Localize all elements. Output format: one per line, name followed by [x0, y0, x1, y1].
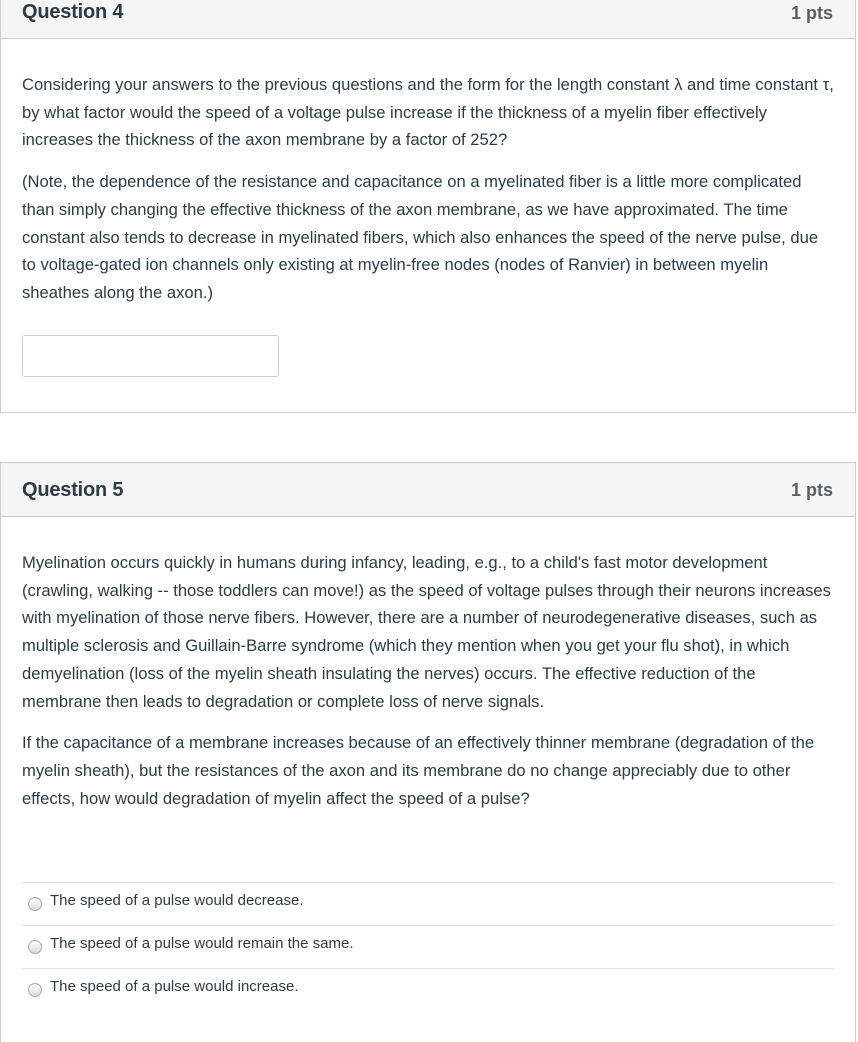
question-4-title: Question 4	[22, 1, 124, 23]
question-4-points: 1 pts	[790, 3, 833, 23]
question-5-text	[22, 549, 834, 812]
answer-option-label[interactable]: The speed of a pulse would decrease.	[50, 892, 304, 909]
question-4-paragraph-2: (Note, the dependence of the resistance and capacitance on a myelinated fiber is a little more complicated than simply changing the effective thickness of the axon membrane, as we have approximated. The time constant also tends to decrease in myelinated fibers, which also enhances the speed of the nerve pulse, due to voltage-gated ion channels only existing at myelin-free nodes (nodes of Ranvier) in between myelin sheathes along the axon.)	[22, 172, 819, 302]
question-5-paragraph-2: If the capacitance of a membrane increases because of an effectively thinner membrane (degradation of the myelin sheath), but the resistances of the axon and its membrane do no change appreciably due to other effects, how would degradation of myelin affect the speed of a pulse?	[22, 733, 815, 808]
question-5-header	[1, 463, 855, 517]
question-5-title: Question 5	[22, 479, 124, 501]
answer-option-increase[interactable]	[22, 968, 834, 1011]
answer-option-label[interactable]: The speed of a pulse would increase.	[50, 978, 299, 995]
answer-option-same[interactable]	[22, 925, 834, 968]
question-4-card	[0, 0, 856, 413]
question-5-card	[0, 462, 856, 1042]
question-4-text	[22, 71, 834, 307]
question-5-options	[22, 882, 834, 1011]
question-5-paragraph-1: Myelination occurs quickly in humans during infancy, leading, e.g., to a child's fast motor development (crawling, walking -- those toddlers can move!) as the speed of voltage pulses through their neurons increases with myelination of those nerve fibers. However, there are a number of neurodegenerative diseases, such as multiple sclerosis and Guillain-Barre syndrome (which they mention when you get your flu shot), in which demyelination (loss of the myelin sheath insulating the nerves) occurs. The effective reduction of the membrane then leads to degradation or complete loss of nerve signals.	[22, 553, 831, 711]
question-4-header	[1, 0, 855, 39]
answer-option-decrease[interactable]	[22, 882, 834, 925]
question-5-points: 1 pts	[790, 480, 833, 500]
answer-option-label[interactable]: The speed of a pulse would remain the same.	[50, 935, 354, 952]
radio-button[interactable]	[28, 897, 42, 911]
radio-button[interactable]	[28, 983, 42, 997]
radio-button[interactable]	[28, 940, 42, 954]
question-4-paragraph-1: Considering your answers to the previous questions and the form for the length constant λ and time constant τ, by what factor would the speed of a voltage pulse increase if the thickness of a myelin fiber effectively increases the thickness of the axon membrane by a factor of 252?	[22, 75, 834, 150]
question-4-answer-input[interactable]	[22, 335, 279, 377]
